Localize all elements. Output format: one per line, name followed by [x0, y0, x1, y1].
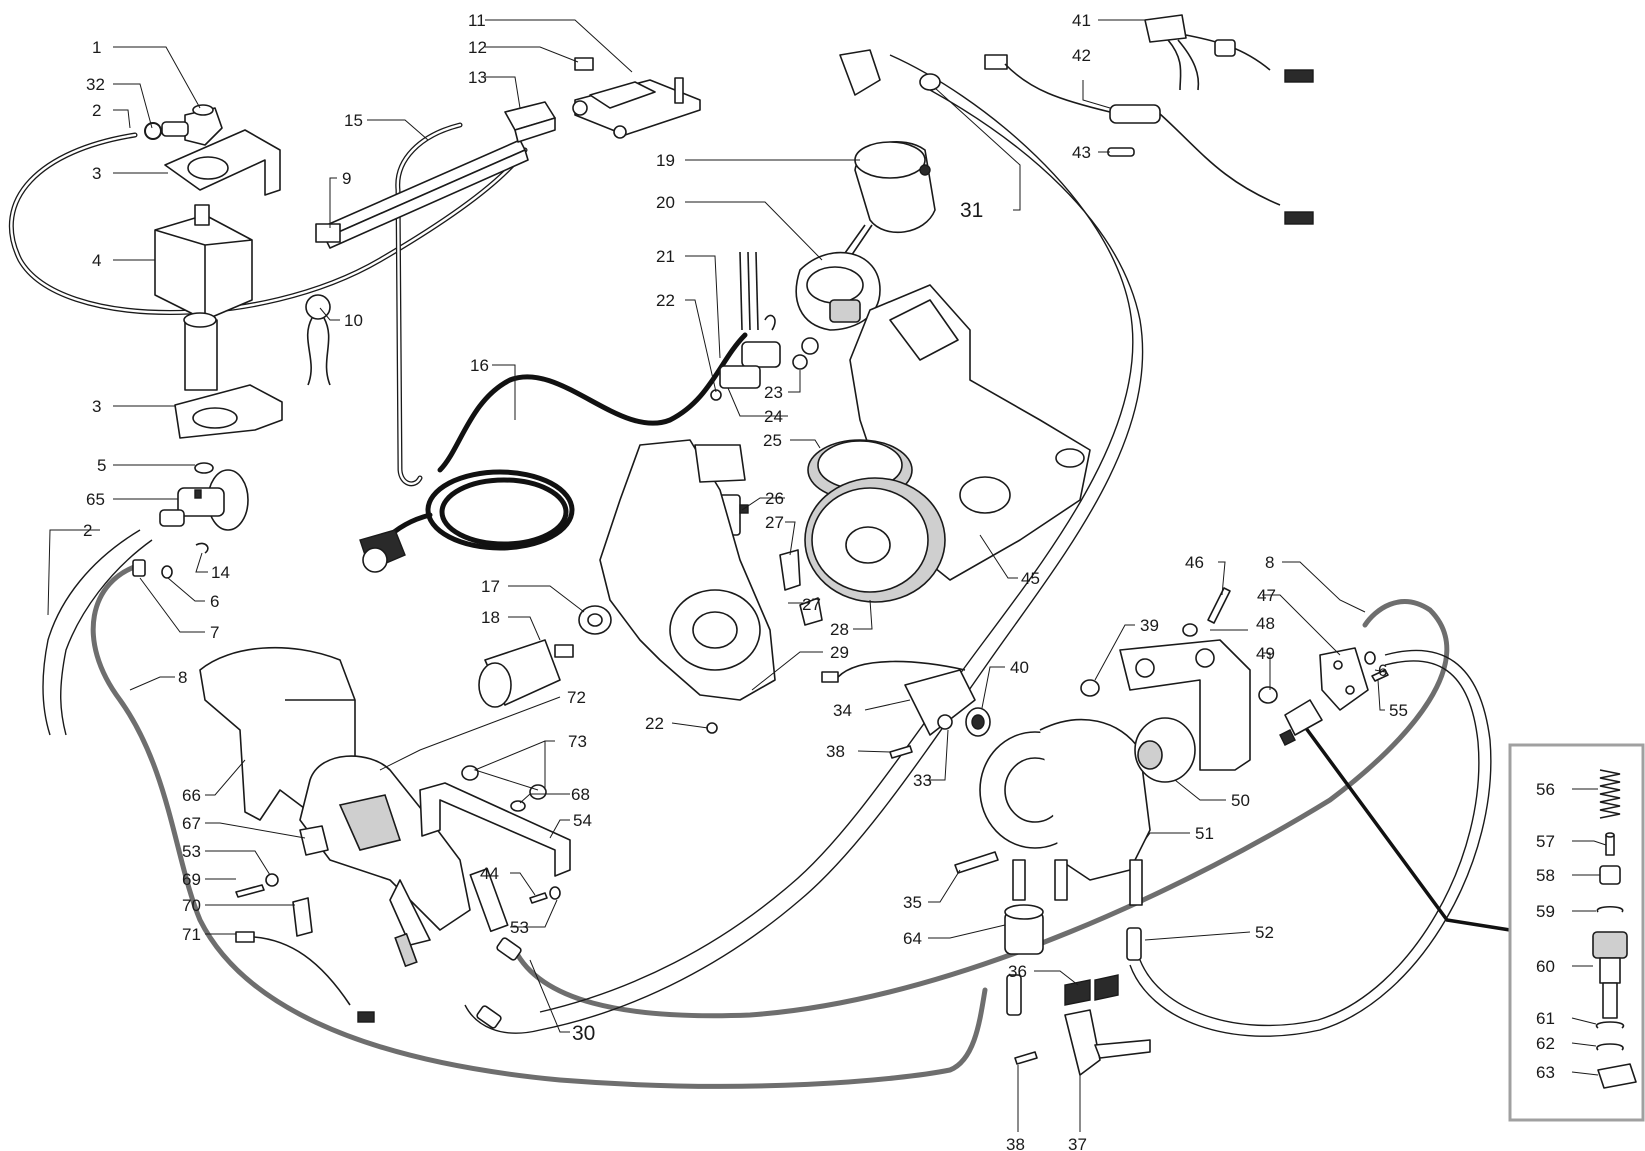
callout-34: 34: [833, 701, 852, 720]
callout-18: 18: [481, 608, 500, 627]
callout-42: 42: [1072, 46, 1091, 65]
part-48-nut: [1183, 624, 1197, 636]
callout-55: 55: [1389, 701, 1408, 720]
part-73-nut-b: [530, 785, 546, 799]
part-68-washer: [511, 801, 525, 811]
callout-13: 13: [468, 68, 487, 87]
callout-41: 41: [1072, 11, 1091, 30]
callout-24: 24: [764, 407, 783, 426]
callout-72: 72: [567, 688, 586, 707]
callout-30: 30: [572, 1022, 596, 1045]
callout-54: 54: [573, 811, 592, 830]
callout-8: 8: [178, 668, 188, 687]
callout-70: 70: [182, 896, 201, 915]
power-plug: [360, 530, 405, 572]
part-73-nut-a: [462, 766, 478, 780]
part-53-washer-left: [266, 874, 278, 886]
part-58-sleeve: [1600, 866, 1620, 884]
callout-11: 11: [468, 11, 486, 30]
callout-6: 6: [1378, 661, 1388, 680]
callout-71: 71: [182, 925, 201, 944]
callout-25: 25: [763, 431, 782, 450]
callout-labels: [83, 11, 1555, 1151]
callout-38: 38: [1006, 1135, 1025, 1151]
callout-27: 27: [802, 595, 821, 614]
part-6-oring-right: [1365, 652, 1375, 664]
callout-43: 43: [1072, 143, 1091, 162]
hose-31: [465, 90, 1143, 1033]
part-13-connector: [505, 102, 555, 142]
part-6-oring-left: [162, 566, 172, 578]
callout-14: 14: [211, 563, 230, 582]
callout-8: 8: [1265, 553, 1275, 572]
part-53-washer-right: [550, 887, 560, 899]
part-17-nut: [579, 606, 611, 634]
part-14-pin: [196, 543, 208, 553]
callout-46: 46: [1185, 553, 1204, 572]
callout-52: 52: [1255, 923, 1274, 942]
part-38-screw-b: [1015, 1052, 1037, 1064]
callout-48: 48: [1256, 614, 1275, 633]
callout-3: 3: [92, 397, 102, 416]
callout-15: 15: [344, 111, 363, 130]
callout-73: 73: [568, 732, 587, 751]
callout-10: 10: [344, 311, 363, 330]
inset-panel: [1510, 745, 1643, 1120]
callout-22: 22: [645, 714, 664, 733]
callout-61: 61: [1536, 1009, 1555, 1028]
callout-66: 66: [182, 786, 201, 805]
part-65-valve: [160, 470, 248, 530]
callout-58: 58: [1536, 866, 1555, 885]
callout-31: 31: [960, 199, 984, 222]
part-27-lever-upper: [780, 550, 800, 590]
callout-5: 5: [97, 456, 107, 475]
part-67-plate: [300, 826, 328, 855]
callout-21: 21: [656, 247, 675, 266]
part-51-boiler: [980, 720, 1150, 905]
callout-27: 27: [765, 513, 784, 532]
part-57-pin: [1606, 833, 1614, 855]
callout-35: 35: [903, 893, 922, 912]
callout-4: 4: [92, 251, 102, 270]
callout-38: 38: [826, 742, 845, 761]
parts: [133, 15, 1388, 1075]
part-37-bracket: [1065, 1010, 1150, 1075]
part-24-washer: [802, 338, 818, 354]
callout-12: 12: [468, 38, 487, 57]
callout-3: 3: [92, 164, 102, 183]
callout-17: 17: [481, 577, 500, 596]
power-cord-coil-1: [428, 472, 572, 548]
part-40-thermostat: [966, 708, 990, 736]
part-69-screw: [236, 885, 264, 897]
part-43-fuse: [1108, 148, 1134, 156]
callout-53: 53: [182, 842, 201, 861]
part-12-small-connector: [575, 58, 593, 70]
callout-49: 49: [1256, 644, 1275, 663]
part-50-heater: [1135, 718, 1195, 782]
part-63-clip: [1598, 1064, 1636, 1088]
part-10-capacitor: [306, 295, 330, 385]
part-44-screw: [530, 893, 547, 903]
callout-1: 1: [92, 38, 102, 57]
callout-19: 19: [656, 151, 675, 170]
callout-67: 67: [182, 814, 201, 833]
part-60-nozzle-body: [1593, 932, 1627, 1018]
callout-22: 22: [656, 291, 675, 310]
part-7-hose-end: [133, 560, 145, 576]
callout-68: 68: [571, 785, 590, 804]
part-5-oring: [195, 463, 213, 473]
part-59-circlip: [1597, 907, 1622, 912]
callout-44: 44: [480, 864, 499, 883]
part-3-upper-bracket: [165, 130, 280, 195]
callout-60: 60: [1536, 957, 1555, 976]
callout-59: 59: [1536, 902, 1555, 921]
part-11-pressure-switch: [573, 78, 700, 138]
callout-57: 57: [1536, 832, 1555, 851]
callout-56: 56: [1536, 780, 1555, 799]
callout-63: 63: [1536, 1063, 1555, 1082]
part-70-switch: [293, 898, 312, 936]
callout-33: 33: [913, 771, 932, 790]
callout-32: 32: [86, 75, 105, 94]
part-hose-fitting: [1007, 975, 1021, 1015]
part-3-lower-bracket: [175, 385, 282, 438]
callout-16: 16: [470, 356, 489, 375]
part-22-screw-lower: [707, 723, 717, 733]
callout-40: 40: [1010, 658, 1029, 677]
callout-39: 39: [1140, 616, 1159, 635]
part-35-bolt: [955, 852, 998, 873]
part-72-brew-unit: [300, 756, 508, 966]
callout-64: 64: [903, 929, 922, 948]
part-64-cylinder: [1005, 905, 1043, 954]
callout-47: 47: [1257, 586, 1276, 605]
callout-23: 23: [764, 383, 783, 402]
callout-7: 7: [210, 623, 220, 642]
part-46-screw: [1208, 588, 1230, 623]
part-30-fittings: [476, 937, 522, 1029]
callout-28: 28: [830, 620, 849, 639]
part-23-cable-clamp: [740, 252, 780, 367]
callout-51: 51: [1195, 824, 1214, 843]
part-42-sensor-cable: [985, 55, 1313, 224]
callout-65: 65: [86, 490, 105, 509]
callout-50: 50: [1231, 791, 1250, 810]
callout-45: 45: [1021, 569, 1040, 588]
part-28-big-gear: [805, 478, 945, 602]
part-62-circlip: [1597, 1044, 1623, 1050]
part-1-elbow-fitting: [162, 105, 222, 145]
part-71-cable: [236, 932, 374, 1022]
part-32-clip: [145, 123, 161, 139]
part-41-wiring-harness: [1145, 15, 1313, 90]
part-23-washer: [793, 355, 807, 369]
callout-6: 6: [210, 592, 220, 611]
callout-69: 69: [182, 870, 201, 889]
part-56-spring: [1600, 770, 1620, 818]
part-52-fitting: [1127, 928, 1141, 960]
part-39-nut: [1081, 680, 1099, 696]
part-47-distributor: [1320, 648, 1368, 710]
callout-2: 2: [83, 521, 93, 540]
part-valve-fitting: [1280, 700, 1322, 745]
hose-8-right: [515, 602, 1447, 1016]
callout-9: 9: [342, 169, 352, 188]
callout-29: 29: [830, 643, 849, 662]
part-29-cover-plate: [600, 440, 775, 700]
callout-37: 37: [1068, 1135, 1087, 1151]
part-61-circlip: [1597, 1022, 1624, 1028]
callout-26: 26: [765, 489, 784, 508]
callout-36: 36: [1008, 962, 1027, 981]
part-4-pump: [155, 205, 252, 390]
power-cord-coil-2: [442, 480, 566, 544]
callout-62: 62: [1536, 1034, 1555, 1053]
part-49-nut: [1259, 687, 1277, 703]
callout-53: 53: [510, 918, 529, 937]
callout-20: 20: [656, 193, 675, 212]
part-36-connectors: [1065, 975, 1118, 1005]
part-34-thermostat-cable: [822, 661, 975, 735]
callout-2: 2: [92, 101, 102, 120]
